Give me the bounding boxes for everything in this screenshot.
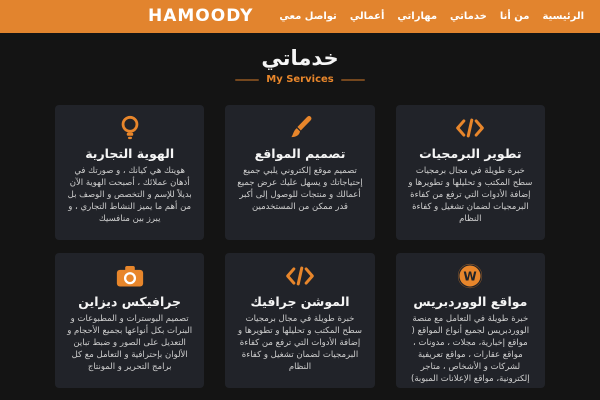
services-grid <box>55 105 545 388</box>
code-icon <box>236 263 363 289</box>
card-title: مواقع الووردبريس <box>413 294 528 309</box>
svg-text:W: W <box>463 269 477 284</box>
nav-item-skills[interactable]: مهاراتي <box>397 11 438 22</box>
card-title: الهوية التجارية <box>85 146 175 161</box>
card-desc: تصميم البوسترات و المطبوعات و البنرات بكل أنواعها بجميع الأحجام و التعديل على الصور و ضبط تباين الألوان بإحترافية و التعامل مع كل برامج التحرير و المونتاج <box>67 314 193 373</box>
subtitle-line <box>341 79 365 81</box>
card-desc: هويتك هي كيانك ، و صورتك في أذهان عملائك ، أصبحت الهوية الآن بديلاً للإسم و التخصص و الوصف بل من أهم ما يميز النشاط التجاري ، و يبرز بين منافسيك <box>67 166 192 225</box>
nav-item-services[interactable]: خدماتي <box>450 11 487 22</box>
service-card-branding <box>55 105 204 240</box>
main-nav <box>279 0 584 33</box>
card-title: تصميم المواقع <box>254 146 346 161</box>
service-card-motion <box>225 253 374 388</box>
card-title: تطوير البرمجيات <box>419 146 522 161</box>
card-title: جرافيكس ديزاين <box>78 294 182 309</box>
code-icon <box>407 115 534 141</box>
logo[interactable]: HAMOODY <box>148 6 254 26</box>
nav-item-about[interactable]: من أنا <box>499 11 530 22</box>
service-card-software <box>396 105 545 240</box>
section-subtitle <box>0 74 600 85</box>
service-card-wordpress <box>396 253 545 388</box>
nav-item-contact[interactable]: تواصل معي <box>279 11 337 22</box>
subtitle-line <box>235 79 259 81</box>
card-title: الموشن جرافيك <box>250 294 350 309</box>
service-card-webdesign <box>225 105 374 240</box>
nav-item-works[interactable]: أعمالي <box>349 11 385 22</box>
service-card-graphics <box>55 253 204 388</box>
subtitle-text: My Services <box>266 74 334 85</box>
lightbulb-icon <box>66 115 193 141</box>
nav-item-home[interactable]: الرئيسية <box>542 11 584 22</box>
card-desc: خبرة طويلة في مجال برمجيات سطح المكتب و تحليلها و تطويرها و إضافة الأدوات التي ترفع من كفاءة البرمجيات لضمان تشغيل و كفاءة النظام <box>408 166 533 225</box>
section-title: خدماتي <box>261 46 339 70</box>
brush-icon <box>236 115 363 141</box>
card-desc: تصميم موقع إلكتروني يلبي جميع إحتياجاتك و يسهل عليك عرض جميع أعمالك و منتجات للوصول إلى أكبر قدر ممكن من المستخدمين <box>237 166 363 213</box>
card-desc: خبرة طويلة في مجال برمجيات سطح المكتب و تحليلها و تطويرها و إضافة الأدوات التي ترفع من كفاءة البرمجيات لضمان تشغيل و كفاءة النظام <box>238 314 362 373</box>
card-desc: خبرة طويلة في التعامل مع منصة الووردبريس لجميع أنواع المواقع ( مواقع إخبارية، مجلات ، مدونات ، مواقع عقارات ، مواقع تعريفية لشركات و الأشخاص ، متاجر إلكترونية، مواقع الإعلانات المبوبة) <box>411 314 530 385</box>
section-head <box>0 33 600 85</box>
wordpress-icon <box>407 263 534 289</box>
header <box>0 0 600 33</box>
services-section <box>0 33 600 388</box>
camera-icon <box>66 263 193 289</box>
